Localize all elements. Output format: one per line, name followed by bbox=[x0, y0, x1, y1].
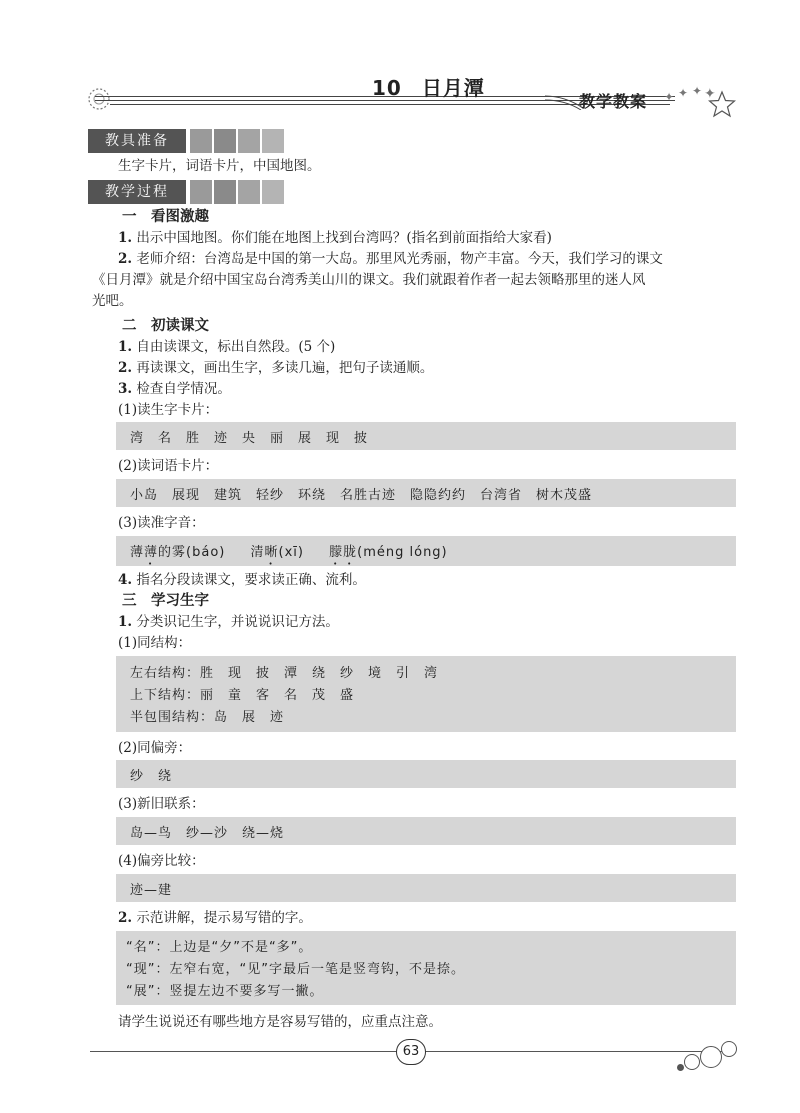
box-text: 湾 名 胜 迹 央 丽 展 现 披 bbox=[130, 431, 369, 446]
paragraph-continued: 光吧。 bbox=[92, 293, 133, 309]
circle-decoration-icon bbox=[684, 1054, 700, 1070]
paragraph-continued: 《日月潭》就是介绍中国宝岛台湾秀美山川的课文。我们就跟着作者一起去领略那里的迷人风 bbox=[92, 272, 646, 288]
shaded-box bbox=[116, 931, 736, 1005]
section-heading-1: 一 看图激趣 bbox=[122, 209, 209, 225]
tab-decoration-block bbox=[190, 129, 212, 153]
header-badge: 教学教案 bbox=[579, 92, 648, 111]
sub-heading: (3)新旧联系： bbox=[118, 796, 205, 812]
box-text: 岛—鸟 纱—沙 绕—烧 bbox=[130, 826, 285, 841]
paragraph: 2. 老师介绍：台湾岛是中国的第一大岛。那里风光秀丽，物产丰富。今天，我们学习的课文 bbox=[118, 251, 663, 267]
sub-heading: (3)读准字音： bbox=[118, 515, 205, 531]
shaded-box bbox=[116, 817, 736, 845]
box-text: “现”：左窄右宽，“见”字最后一笔是竖弯钩，不是捺。 bbox=[126, 962, 465, 977]
big-star-icon bbox=[708, 90, 736, 118]
section-heading-3: 三 学习生字 bbox=[122, 593, 209, 609]
star-icon: ✦ bbox=[664, 90, 675, 104]
box-text: “展”：竖提左边不要多写一撇。 bbox=[126, 984, 324, 999]
lesson-title: 日月潭 bbox=[421, 76, 485, 100]
sub-heading: (2)同偏旁： bbox=[118, 740, 192, 756]
lesson-number: 10 bbox=[372, 76, 402, 100]
section-heading-2: 二 初读课文 bbox=[122, 318, 209, 334]
paragraph: 3. 检查自学情况。 bbox=[118, 381, 231, 397]
pronunciation-list: 薄薄的雾(báo) 清晰(xī) 朦胧(méng lóng) bbox=[130, 545, 448, 560]
star-icon: ✦ bbox=[692, 84, 703, 98]
section-tab-prep: 教具准备 bbox=[88, 129, 186, 153]
paragraph: 1. 分类识记生字，并说说识记方法。 bbox=[118, 614, 339, 630]
box-text: 半包围结构：岛 展 迹 bbox=[130, 710, 285, 725]
shaded-box bbox=[116, 760, 736, 788]
paragraph: 4. 指名分段读课文，要求读正确、流利。 bbox=[118, 572, 366, 588]
shaded-box bbox=[116, 874, 736, 902]
paragraph: 1. 自由读课文，标出自然段。(5 个) bbox=[118, 339, 336, 355]
star-icon: ✦ bbox=[704, 86, 716, 102]
circle-decoration-icon bbox=[700, 1046, 722, 1068]
paragraph: 2. 再读课文，画出生字，多读几遍，把句子读通顺。 bbox=[118, 360, 434, 376]
page-title bbox=[372, 72, 485, 101]
section-tab-process: 教学过程 bbox=[88, 180, 186, 204]
box-text: 小岛 展现 建筑 轻纱 环绕 名胜古迹 隐隐约约 台湾省 树木茂盛 bbox=[130, 488, 593, 503]
sub-heading: (2)读词语卡片： bbox=[118, 458, 219, 474]
box-text: “名”：上边是“夕”不是“多”。 bbox=[126, 940, 313, 955]
closing-paragraph: 请学生说说还有哪些地方是容易写错的，应重点注意。 bbox=[118, 1014, 442, 1030]
shaded-box bbox=[116, 479, 736, 507]
shaded-box bbox=[116, 422, 736, 450]
sub-heading: (4)偏旁比较： bbox=[118, 853, 205, 869]
paragraph: 1. 出示中国地图。你们能在地图上找到台湾吗？(指名到前面指给大家看) bbox=[118, 230, 552, 246]
circle-decoration-icon bbox=[721, 1041, 737, 1057]
circle-decoration-icon bbox=[86, 86, 112, 112]
sub-heading: (1)同结构： bbox=[118, 635, 192, 651]
box-text: 迹—建 bbox=[130, 883, 173, 898]
box-text: 左右结构：胜 现 披 潭 绕 纱 境 引 湾 bbox=[130, 666, 439, 681]
shaded-box bbox=[116, 656, 736, 732]
prep-content: 生字卡片，词语卡片，中国地图。 bbox=[118, 158, 321, 174]
sub-heading: (1)读生字卡片： bbox=[118, 402, 219, 418]
box-text: 纱 绕 bbox=[130, 769, 173, 784]
shaded-box bbox=[116, 536, 736, 566]
page-number: 63 bbox=[396, 1039, 426, 1065]
box-text: 上下结构：丽 童 客 名 茂 盛 bbox=[130, 688, 355, 703]
star-icon: ✦ bbox=[678, 86, 689, 100]
dot-decoration-icon bbox=[677, 1064, 684, 1071]
paragraph: 2. 示范讲解，提示易写错的字。 bbox=[118, 910, 312, 926]
